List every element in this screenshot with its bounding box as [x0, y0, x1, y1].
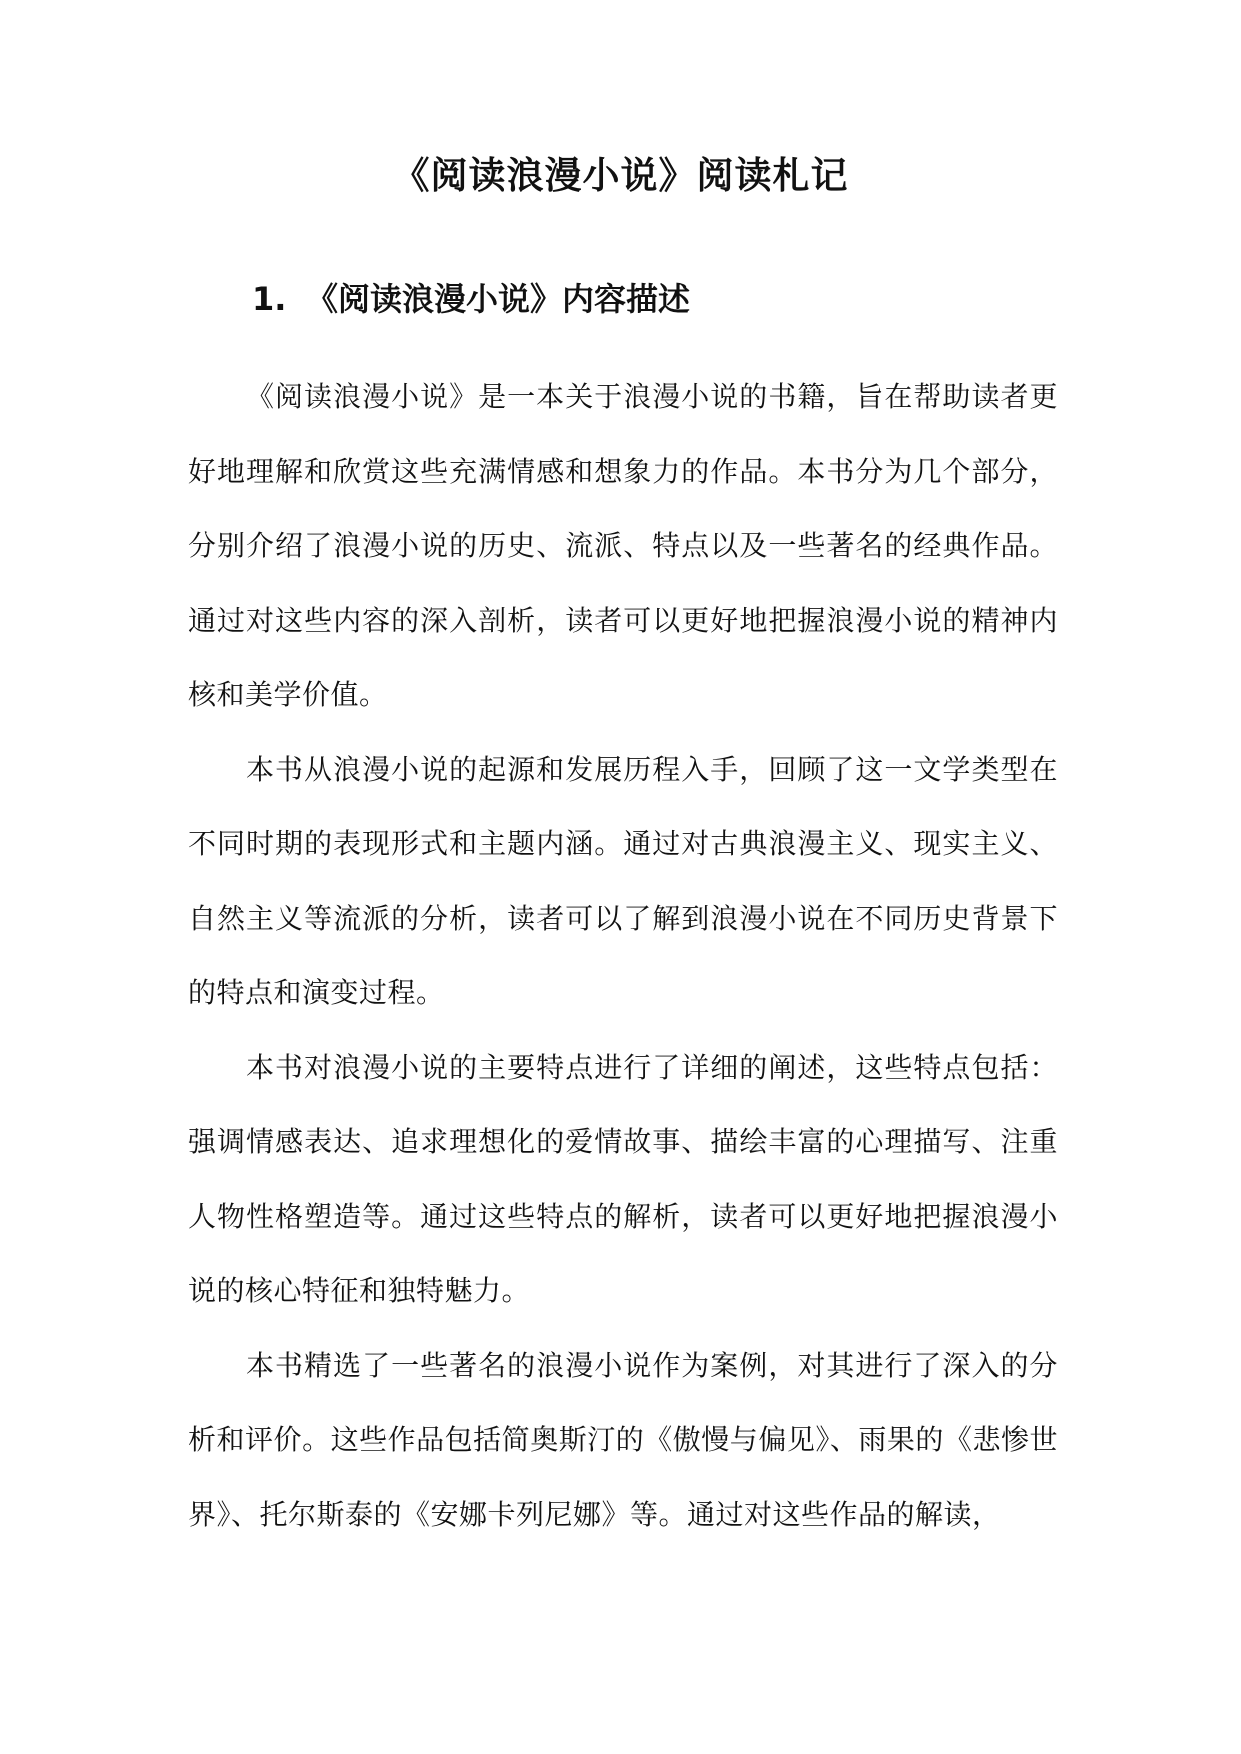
document-body	[188, 360, 1058, 1552]
document-title: 《阅读浪漫小说》阅读札记	[392, 154, 849, 197]
paragraph-features: 本书对浪漫小说的主要特点进行了详细的阐述，这些特点包括：强调情感表达、追求理想化的爱情故事、描绘丰富的心理描写、注重人物性格塑造等。通过这些特点的解析，读者可以更好地把握浪漫小说的核心特征和独特魅力。	[188, 1050, 1058, 1307]
paragraph-history: 本书从浪漫小说的起源和发展历程入手，回顾了这一文学类型在不同时期的表现形式和主题内涵。通过对古典浪漫主义、现实主义、自然主义等流派的分析，读者可以了解到浪漫小说在不同历史背景下的特点和演变过程。	[188, 752, 1058, 1009]
paragraph-cases: 本书精选了一些著名的浪漫小说作为案例，对其进行了深入的分析和评价。这些作品包括简奥斯汀的《傲慢与偏见》、雨果的《悲惨世界》、托尔斯泰的《安娜卡列尼娜》等。通过对这些作品的解读，	[188, 1348, 1058, 1531]
paragraph-intro: 《阅读浪漫小说》是一本关于浪漫小说的书籍，旨在帮助读者更好地理解和欣赏这些充满情感和想象力的作品。本书分为几个部分，分别介绍了浪漫小说的历史、流派、特点以及一些著名的经典作品。通过对这些内容的深入剖析，读者可以更好地把握浪漫小说的精神内核和美学价值。	[188, 380, 1058, 711]
section-heading	[252, 274, 690, 324]
section-heading-text: 《阅读浪漫小说》内容描述	[306, 280, 691, 318]
section-number: 1.	[252, 280, 287, 318]
